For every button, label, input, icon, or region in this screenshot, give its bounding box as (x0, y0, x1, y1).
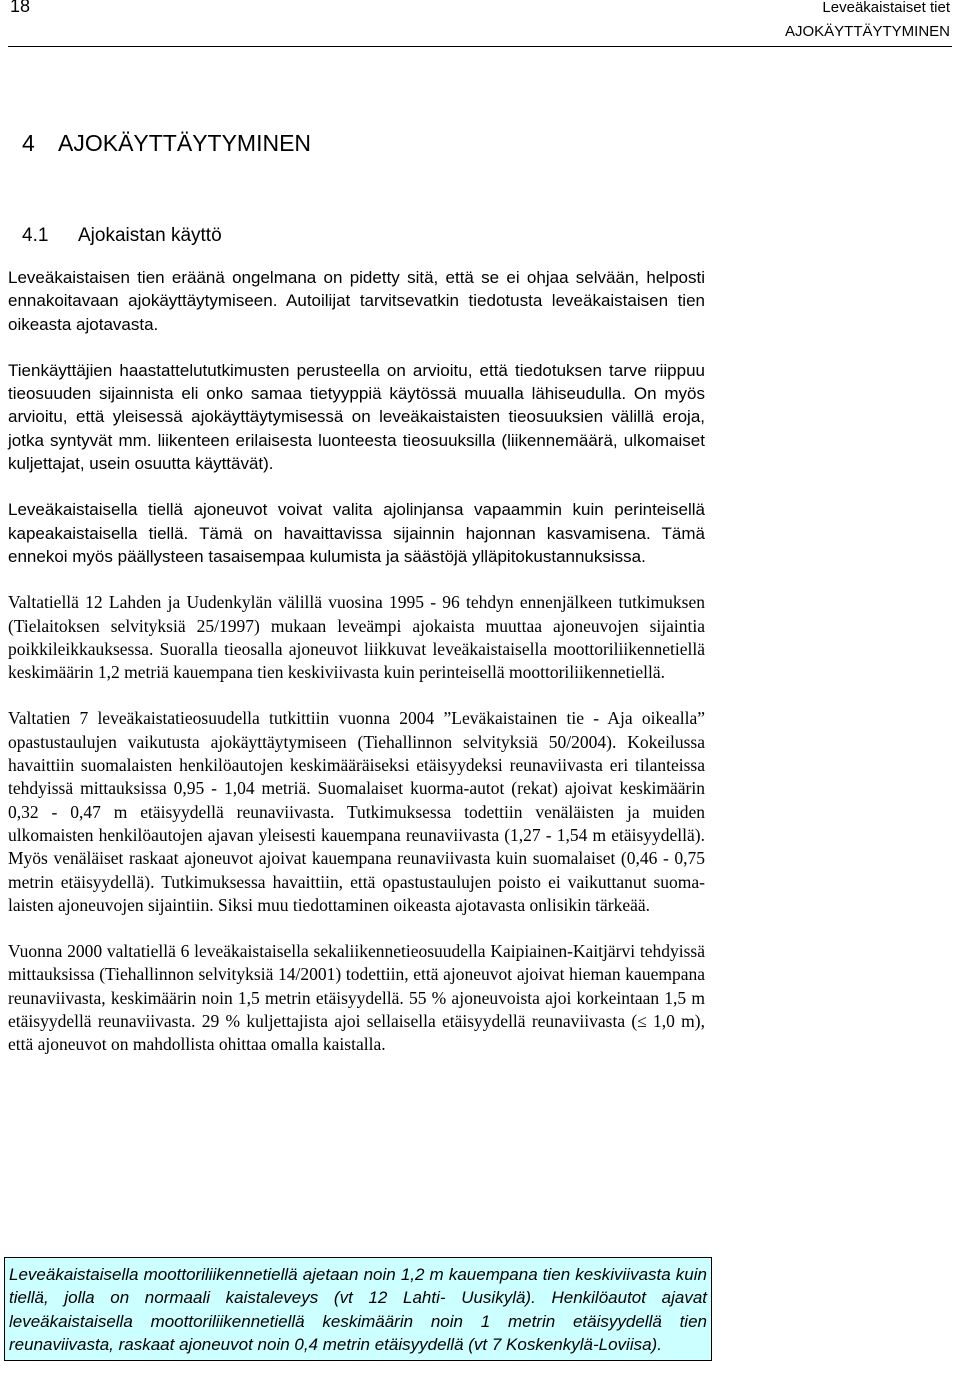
paragraph-5: Valtatien 7 leveäkaistatieosuudella tutkittiin vuonna 2004 ”Leväkaistainen tie - Aja oikealla” opastustaulujen vaikutusta ajokäyttäytymiseen (Tiehallinnon selvityksiä 50/2004). Kokeilussa havaittiin suomalaisten henkilöautojen keskimääräiseksi etäisyydeksi reunaviivasta eri tilanteissa tehdyissä mittauksissa 0,95 - 1,04 metriä. Suomalaiset kuorma-autot (rekat) ajoivat keskimäärin 0,32 - 0,47 m etäisyydellä reunaviivasta. Tutkimuksessa todettiin venäläisten ja muiden ulkomaisten henkilöautojen ajavan yleisesti kauempana reunaviivasta (1,27 - 1,54 m etäisyydellä). Myös venäläiset raskaat ajoneuvot ajoivat kauempana reunaviivasta kuin suomalaiset (0,46 - 0,75 metrin etäisyydellä). Tutkimuksessa havaittiin, että opastustaulujen poisto ei vaikuttanut suomalaisten ajoneuvojen sijaintiin. Siksi muu tiedottaminen oikeasta ajotavasta onlisikin tärkeää. (8, 708, 705, 915)
paragraph-2: Tienkäyttäjien haastattelututkimusten perusteella on arvioitu, että tiedotuksen tarve riippuu tieosuuden sijainnista eli onko samaa tietyyppiä käytössä muualla lähiseudulla. On myös arvioitu, että yleisessä ajokäyttäytymisessä on leveäkaistaisten tieosuuksien välillä eroja, jotka syntyvät mm. liikenteen erilaisesta luonteesta tieosuuksilla (liikennemäärä, ulkomaiset kuljettajat, usein osuutta käyttävät). (8, 360, 705, 474)
page-header (8, 0, 952, 47)
section-title: Ajokaistan käyttö (78, 225, 222, 246)
body-text (8, 266, 705, 1080)
summary-box: Leveäkaistaisella moottoriliikennetiellä ajetaan noin 1,2 m kauempana tien keskiviivasta kuin tiellä, jolla on normaali kaistaleveys (vt 12 Lahti- Uusikylä). Henkilöautot ajavat leveäkaistaisella moottoriliikennetiellä keskimäärin noin 1 metrin etäisyydellä tien reunaviivasta, raskaat ajoneuvot noin 0,4 metrin etäisyydellä (vt 7 Koskenkylä-Loviisa). (4, 1257, 712, 1361)
chapter-heading (22, 130, 311, 157)
section-heading (22, 225, 222, 247)
paragraph-6: Vuonna 2000 valtatiellä 6 leveäkaistaisella sekaliikennetieosuudella Kaipiainen-Kaitjärvi tehdyissä mittauksissa (Tiehallinnon selvityksiä 14/2001) todettiin, että ajoneuvot ajoivat hieman kauempana reunaviivasta, keskimäärin noin 1,5 metrin etäisyydellä. 55 % ajoneuvoista ajoi korkeintaan 1,5 m etäisyydellä reunaviivasta. 29 % kuljettajista ajoi sellaisella etäisyydellä reunaviivasta (≤ 1,0 m), että ajoneuvot on mahdollista ohittaa omalla kaistalla. (8, 941, 705, 1055)
paragraph-3: Leveäkaistaisella tiellä ajoneuvot voivat valita ajolinjansa vapaammin kuin perinteisellä kapeakaistaisella tiellä. Tämä on havaittavissa sijainnin hajonnan kasvamisena. Tämä ennekoi myös päällysteen tasaisempaa kulumista ja säästöjä ylläpitokustannuksissa. (8, 500, 705, 566)
chapter-number: 4 (22, 130, 35, 156)
running-title-line-1: Leveäkaistaiset tiet (822, 0, 950, 16)
paragraph-4: Valtatiellä 12 Lahden ja Uudenkylän välillä vuosina 1995 - 96 tehdyn ennenjälkeen tutkimuksen (Tielaitoksen selvityksiä 25/1997) mukaan leveämpi ajokaista muuttaa ajoneuvojen sijaintia poikkileikkauksessa. Suoralla tieosalla ajoneuvot liikkuvat leveäkaistaisella moottoriliikennetiellä keskimäärin 1,2 metriä kauempana tien keskiviivasta kuin perinteisellä moottoriliikennetiellä. (8, 592, 705, 683)
section-number: 4.1 (22, 225, 49, 246)
paragraph-1: Leveäkaistaisen tien eräänä ongelmana on pidetty sitä, että se ei ohjaa selvään, helposti ennakoitavaan ajokäyttäytymiseen. Autoilijat tarvitsevatkin tiedotusta leveäkaistaisen tien oikeasta ajotavasta. (8, 268, 705, 334)
running-title (785, 0, 950, 44)
chapter-title: AJOKÄYTTÄYTYMINEN (58, 130, 312, 156)
running-title-line-2: AJOKÄYTTÄYTYMINEN (784, 23, 950, 40)
page-number: 18 (10, 0, 31, 16)
